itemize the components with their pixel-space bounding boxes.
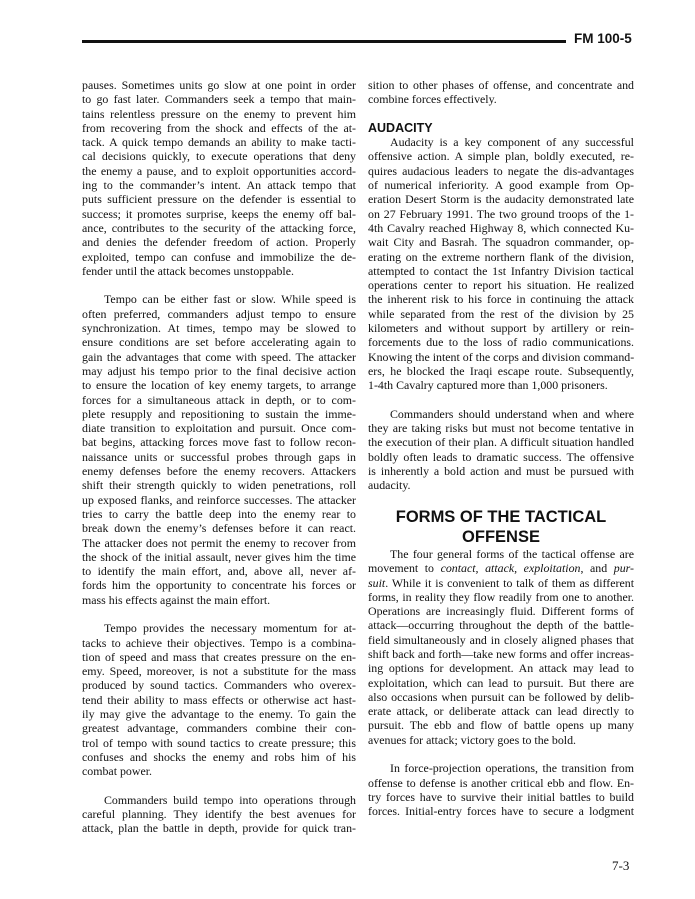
text-line: bat begins, attacking forces move fast to follow recon- — [82, 435, 356, 450]
text-line: tries to carry the battle deep into the enemy rear to — [82, 506, 356, 521]
paragraph — [368, 761, 634, 818]
section-heading-line: FORMS OF THE TACTICAL — [395, 507, 607, 526]
text-line: Operations are increasingly fluid. Different forms of — [368, 604, 634, 619]
text-line: Tempo provides the necessary momentum for at- — [104, 621, 356, 636]
italic-term: suit — [368, 575, 386, 590]
text-line: the shock of the initial assault, never gives him the time — [82, 549, 356, 564]
text-line: combine forces effectively. — [368, 92, 497, 107]
text-line: is inherently a bold action and must be pursued with — [368, 464, 634, 479]
text-line: tack. A quick tempo demands an ability to make tacti- — [82, 135, 356, 150]
text-line — [368, 561, 634, 575]
forms-section — [368, 547, 634, 819]
paragraph — [368, 407, 634, 493]
text-line: exploitation, which can lead to pursuit. But there are — [368, 675, 634, 690]
text-line: while separated from the rest of the division by 25 — [368, 306, 634, 321]
text-segment: . While it is convenient to talk of them as different — [385, 575, 634, 590]
text-line: from recovering from the shock and effects of the at- — [82, 120, 356, 135]
text-line: erate attack, or deliberate attack can lead directly to — [368, 704, 634, 719]
left-column — [82, 78, 356, 850]
text-line: to ensure the location of key enemy targets, to arrange — [82, 378, 356, 393]
text-line: mass his effects against the main effort. — [82, 592, 271, 607]
text-line: In force-projection operations, the transition from — [390, 761, 634, 776]
text-line: ing options for development. An attack may lead to — [368, 661, 634, 676]
text-line: tacks to achieve their objectives. Tempo is a combina- — [82, 635, 356, 650]
text-line: wait City and Basrah. The squadron commander, op- — [368, 235, 634, 250]
text-line: forces for a simultaneous attack in depth, or to com- — [82, 392, 356, 407]
text-line: trol of tempo with sound tactics to create pressure; this — [82, 735, 356, 750]
paragraph — [82, 78, 356, 278]
text-line: enemy defenses before the enemy recovers. Attackers — [82, 464, 356, 479]
intro-paragraph — [368, 78, 634, 107]
document-id: FM 100-5 — [574, 31, 632, 46]
text-line: forms, in reality they flow readily from one to another. — [368, 589, 634, 604]
text-line: on 27 February 1991. The two ground troops of the 1- — [368, 206, 634, 221]
text-line: fords him the opportunity to concentrate his forces or — [82, 578, 356, 593]
header-rule — [82, 40, 566, 43]
text-segment: movement to — [368, 561, 441, 576]
right-column — [368, 78, 634, 833]
paragraph — [82, 793, 356, 836]
text-line: shift back and forth—take new forms and offer increas- — [368, 646, 634, 661]
text-line: 4th Cavalry reached Highway 8, which connected Ku- — [368, 220, 634, 235]
text-line: erating on the extreme northern flank of the division, — [368, 249, 634, 264]
text-line: tains relentless pressure on the enemy to prevent him — [82, 106, 356, 121]
page-number: 7-3 — [612, 858, 630, 873]
text-line: avenues for attack; victory goes to the bold. — [368, 732, 577, 747]
text-line: of numerical inferiority. A good example from Op- — [368, 178, 634, 193]
text-line: audacity. — [368, 478, 411, 493]
text-line: puts sufficient pressure on the defender is essential to — [82, 192, 356, 207]
text-line: field simultaneously and in closely aligned phases that — [368, 632, 634, 647]
text-line: fender until the attack becomes unstoppable. — [82, 263, 294, 278]
text-line: sition to other phases of offense, and concentrate and — [368, 78, 634, 92]
paragraph — [368, 135, 634, 392]
text-line: 1-4th Cavalry captured more than 1,000 prisoners. — [368, 378, 608, 393]
text-line: confuses and shocks the enemy and robs him of his — [82, 749, 356, 764]
paragraph — [82, 621, 356, 778]
text-line: Commanders should understand when and where — [390, 406, 634, 421]
text-line: the inherent risk to his force in continuing the attack — [368, 292, 634, 307]
text-line: boldly often leads to dramatic success. The offensive — [368, 449, 634, 464]
text-line: up exposed flanks, and reinforce successes. The attacker — [82, 492, 356, 507]
text-line: forcements due to the loss of radio communications. — [368, 335, 634, 350]
text-line: Audacity is a key component of any successful — [390, 135, 634, 150]
text-line: exploited, tempo can confuse and immobilize the de- — [82, 249, 356, 264]
text-line: gain the advantages that come with speed. The attacker — [82, 349, 356, 364]
text-line: The attacker does not permit the enemy to recover from — [82, 535, 356, 550]
text-line: break down the enemy’s defenses before it can react. — [82, 521, 356, 536]
text-line: combat power. — [82, 764, 153, 779]
text-line: and denies the defender freedom of action. Properly — [82, 235, 356, 250]
text-line: often preferred, commanders adjust tempo to ensure — [82, 306, 356, 321]
text-line: ensure conditions are set before accelerating again to — [82, 335, 356, 350]
paragraph — [368, 78, 634, 107]
text-line: to go fast later. Commanders seek a tempo that main- — [82, 92, 356, 107]
text-line: plete resupply and repositioning to sustain the imme- — [82, 406, 356, 421]
text-line: produced by sound tactics. Commanders who overex- — [82, 678, 356, 693]
text-line: tion of speed and mass that creates pressure on the en- — [82, 649, 356, 664]
text-line: Knowing the intent of the corps and division command- — [368, 349, 635, 364]
text-line: eration Desert Storm is the audacity demonstrated late — [368, 192, 634, 207]
audacity-section — [368, 135, 634, 492]
text-line: they are taking risks but must not become tentative in — [368, 421, 634, 436]
subheading-audacity: AUDACITY — [368, 120, 433, 135]
text-line — [368, 576, 634, 590]
text-line: Tempo can be either fast or slow. While speed is — [104, 292, 356, 307]
text-line: to identify the main effort, and, above all, never af- — [82, 564, 356, 579]
text-line: attack, plan the battle in depth, provide for quick tran- — [82, 821, 356, 836]
section-heading — [368, 507, 634, 547]
text-line: cal decisions quickly, to execute operations that deny — [82, 149, 356, 164]
text-line: success; it promotes surprise, keeps the enemy off bal- — [82, 206, 356, 221]
text-line: diate transition to exploitation and pursuit. Once com- — [82, 421, 356, 436]
paragraph — [368, 547, 634, 747]
text-line: ance, contributes to the security of the attacking force, — [82, 220, 356, 235]
text-line: attack—occurring throughout the depth of the battle- — [368, 618, 634, 633]
text-line: attempted to contact the 1st Infantry Division tactical — [368, 263, 634, 278]
text-line: emy. Speed, moreover, is not a substitute for the mass — [82, 664, 356, 679]
text-line: naissance units or successful probes through gaps in — [82, 449, 356, 464]
text-line: greatest advantage, commanders combine their con- — [82, 721, 356, 736]
italic-term: contact, attack, exploitation — [440, 561, 581, 576]
paragraph — [82, 292, 356, 607]
text-line: ers, he blocked the Iraqi escape route. Subsequently, — [368, 363, 634, 378]
text-line: try forces have to survive their initial battles to build — [368, 789, 634, 804]
text-line: Commanders build tempo into operations through — [104, 792, 356, 807]
text-line: careful planning. They identify the best avenues for — [82, 807, 356, 822]
text-line: synchronization. At times, tempo may be slowed to — [82, 321, 356, 336]
text-line: pursuit. The ebb and flow of battle opens up many — [368, 718, 634, 733]
text-line: kilometers and without support by artillery or rein- — [368, 321, 634, 336]
italic-term: pur- — [613, 561, 634, 576]
text-line: forces. Initial-entry forces have to secure a lodgment — [368, 804, 634, 819]
text-line: The four general forms of the tactical offense are — [390, 546, 634, 561]
text-line: ily may give the advantage to the enemy. To gain the — [82, 707, 356, 722]
text-line: may adjust his tempo prior to the final decisive action — [82, 363, 356, 378]
text-segment: , and — [580, 561, 614, 576]
text-line: shift their strength quickly to widen penetrations, roll — [82, 478, 356, 493]
text-line: offensive action. A simple plan, boldly executed, re- — [368, 149, 634, 164]
text-line: operations center to report his situation. He realized — [368, 278, 634, 293]
text-line: the enemy a pause, and to exploit opportunities accord- — [82, 163, 356, 178]
text-line: ing to the commander’s intent. An attack tempo that — [82, 178, 356, 193]
text-line: tend their ability to mass effects or otherwise act hast- — [82, 692, 356, 707]
text-line: also occasions when pursuit can be followed by delib- — [368, 689, 634, 704]
text-line: quires audacious leaders to negate the dis-advantages — [368, 163, 634, 178]
text-line: offense to defense is another critical ebb and flow. En- — [368, 775, 634, 790]
text-line: the execution of their plan. A difficult situation handled — [368, 435, 634, 450]
text-line: pauses. Sometimes units go slow at one point in order — [82, 78, 356, 92]
section-heading-line: OFFENSE — [462, 527, 540, 546]
